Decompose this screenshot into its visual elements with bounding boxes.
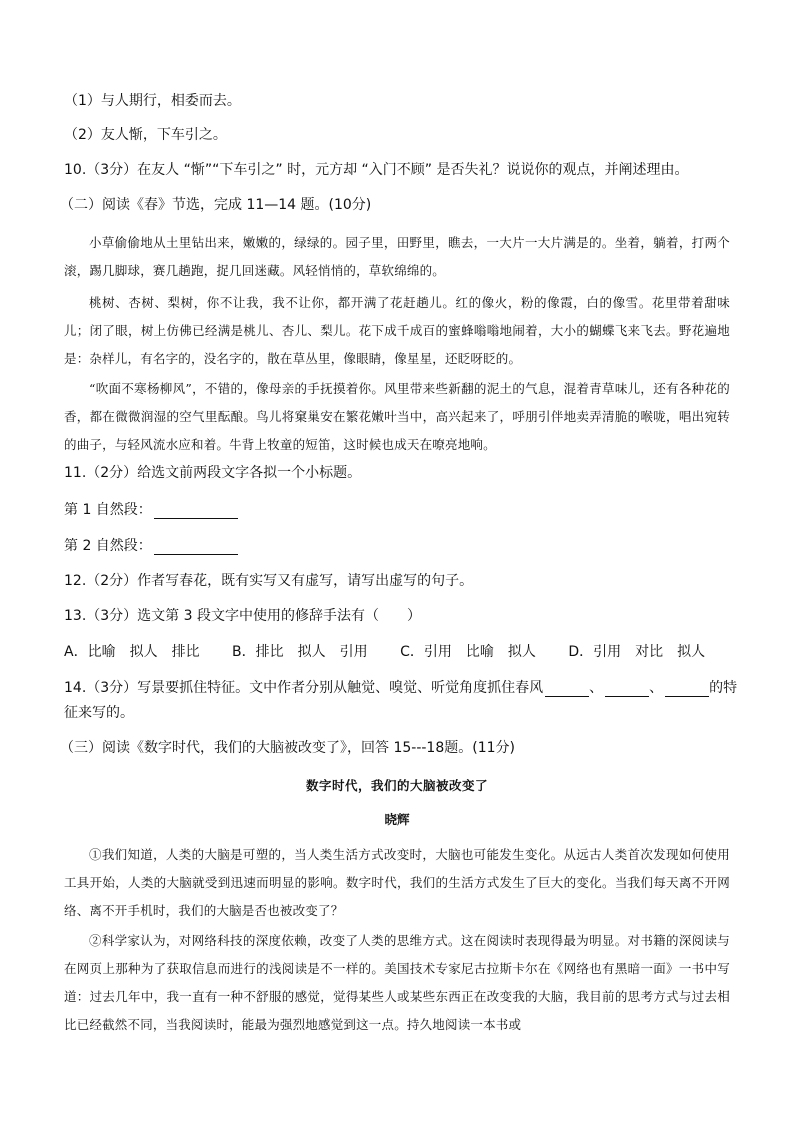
q11-blank-label-2: 第 2 自然段： bbox=[64, 538, 152, 554]
q14-separator: 、 bbox=[589, 680, 604, 696]
article-paragraph-1: ①我们知道，人类的大脑是可塑的，当人类生活方式改变时，大脑也可能发生变化。从远古人类首次发现如何使用工具开始，人类的大脑就受到迅速而明显的影响。数字时代，我们的生活方式发生了巨大的变化。当我们每天离不开网络、离不开手机时，我们的大脑是否也被改变了？ bbox=[64, 847, 730, 918]
answer-blank[interactable] bbox=[154, 504, 238, 519]
question-14 bbox=[64, 679, 738, 697]
question-14-cont: 征来写的。 bbox=[64, 705, 134, 721]
option-d[interactable]: D．引用 对比 拟人 bbox=[568, 644, 706, 660]
spring-paragraph-2: 桃树、杏树、梨树，你不让我，我不让你，都开满了花赶趟儿。红的像火，粉的像霞，白的像雪。花里带着甜味儿；闭了眼，树上仿佛已经满是桃儿、杏儿、梨儿。花下成千成百的蜜蜂嗡嗡地闹着，大小的蝴蝶飞来飞去。野花遍地是：杂样儿，有名字的，没名字的，散在草丛里，像眼睛，像星星，还眨呀眨的。 bbox=[64, 295, 730, 366]
spring-paragraph-3: “吹面不寒杨柳风”，不错的，像母亲的手抚摸着你。风里带来些新翻的泥土的气息，混着青草味儿，还有各种花的香，都在微微润湿的空气里酝酿。鸟儿将窠巢安在繁花嫩叶当中，高兴起来了，呼朋引伴地卖弄清脆的喉咙，唱出宛转的曲子，与轻风流水应和着。牛背上牧童的短笛，这时候也成天在嘹亮地响。 bbox=[64, 381, 730, 452]
q14-text-a: 14.（3分）写景要抓住特征。文中作者分别从触觉、嗅觉、听觉角度抓住春风 bbox=[64, 680, 544, 696]
question-12: 12.（2分）作者写春花，既有实写又有虚写，请写出虚写的句子。 bbox=[64, 573, 474, 589]
q13-options bbox=[64, 643, 730, 661]
option-c[interactable]: C．引用 比喻 拟人 bbox=[400, 644, 536, 660]
article-author: 晓辉 bbox=[384, 812, 410, 827]
q11-blank-label-1: 第 1 自然段： bbox=[64, 502, 152, 518]
article-paragraph-2: ②科学家认为，对网络科技的深度依赖，改变了人类的思维方式。这在阅读时表现得最为明显。对书籍的深阅读与在网页上那种为了获取信息而进行的浅阅读是不一样的。美国技术专家尼古拉斯卡尔在《网络也有黑暗一面》一书中写道：过去几年中，我一直有一种不舒服的感觉，觉得某些人或某些东西正在改变我的大脑，我目前的思考方式与过去相比已经截然不同，当我阅读时，能最为强烈地感觉到这一点。持久地阅读一本书或 bbox=[64, 933, 730, 1032]
spring-paragraph-1: 小草偷偷地从土里钻出来，嫩嫩的，绿绿的。园子里，田野里，瞧去，一大片一大片满是的。坐着，躺着，打两个滚，踢几脚球，赛几趟跑，捉几回迷藏。风轻悄悄的，草软绵绵的。 bbox=[64, 235, 730, 278]
answer-blank[interactable] bbox=[665, 682, 709, 697]
q11-blank-row-2 bbox=[64, 537, 730, 555]
question-13: 13.（3分）选文第 3 段文字中使用的修辞手法有（ ） bbox=[64, 608, 421, 624]
section-2-heading: （二）阅读《春》节选，完成 11—14 题。(10分) bbox=[60, 197, 372, 213]
q14-text-b: 的特 bbox=[709, 680, 738, 696]
question-11: 11.（2分）给选文前两段文字各拟一个小标题。 bbox=[64, 465, 362, 481]
question-10: 10.（3分）在友人 “惭”“下车引之” 时，元方却 “入门不顾” 是否失礼？说说你的观点，并阐述理由。 bbox=[64, 162, 689, 178]
q9-item-1: （1）与人期行，相委而去。 bbox=[64, 93, 241, 109]
answer-blank[interactable] bbox=[154, 540, 238, 555]
q14-separator: 、 bbox=[649, 680, 664, 696]
answer-blank[interactable] bbox=[605, 682, 649, 697]
article-title: 数字时代，我们的大脑被改变了 bbox=[305, 778, 488, 793]
q9-item-2: （2）友人惭，下车引之。 bbox=[64, 127, 227, 143]
option-a[interactable]: A．比喻 拟人 排比 bbox=[64, 644, 200, 660]
q11-blank-row-1 bbox=[64, 501, 730, 519]
answer-blank[interactable] bbox=[545, 682, 589, 697]
option-b[interactable]: B．排比 拟人 引用 bbox=[232, 644, 368, 660]
section-3-heading: （三）阅读《数字时代，我们的大脑被改变了》，回答 15---18题。(11分) bbox=[60, 740, 515, 756]
